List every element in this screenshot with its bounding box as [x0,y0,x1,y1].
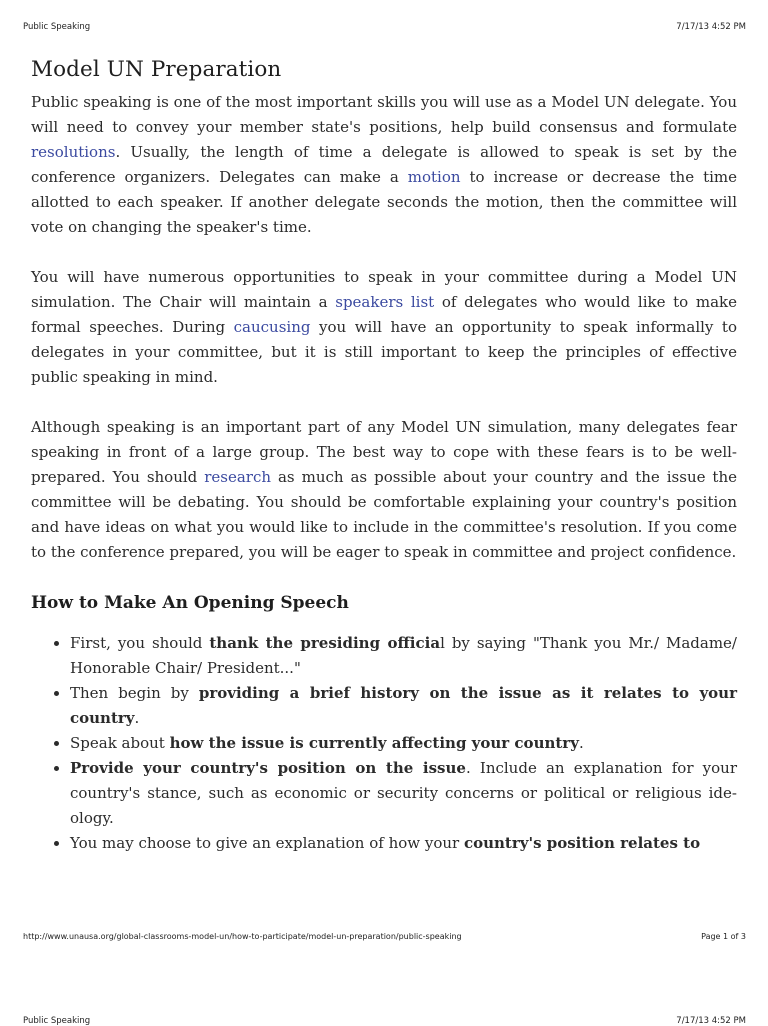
paragraph-preparation [31,415,737,565]
caucusing-link[interactable]: caucusing [233,318,311,336]
text: to increase or decrease the time allotted to each speaker. If another delegate seconds the motion, then the committee will vote on changing the speaker's time. [31,168,737,236]
text: . Usually, the length of time a delegate is allowed to speak is set by the conference organizers. Delegates can make a [31,143,737,186]
print-footer-page-number: Page 1 of 3 [701,932,746,941]
text: you will have an opportunity to speak informally to delegates in your committee, but it is still important to keep the principles of effective public speaking in mind. [31,318,737,386]
text: as much as possible about your country and the issue the committee will be debating. You should be comfortable explaining your country's position and have ideas on what you would like to include in the committee's resolution. If you come to the conference prepared, you will be eager to speak in committee and project confidence. [31,468,738,561]
next-page-header-title: Public Speaking [23,1016,91,1026]
text: of delegates who would like to make formal speeches. During [31,293,737,336]
opening-speech-list [31,631,737,856]
speakers-list-link[interactable]: speakers list [335,293,435,311]
text: You will have numerous opportunities to speak in your committee during a Model UN simulation. The Chair will maintain a [31,268,737,311]
section-heading: How to Make An Opening Speech [31,593,349,613]
article [31,57,737,856]
list-item: • First, you should thank the presiding official by saying "Thank you Mr./ Madame/ Honorable Chair/ President..." [70,631,737,681]
print-header-title: Public Speaking [23,22,91,32]
paragraph-opportunities [31,265,737,390]
list-item: • You may choose to give an explanation of how your country's position relates to [70,831,737,856]
print-header-datetime: 7/17/13 4:52 PM [676,22,746,32]
research-link[interactable]: research [204,468,272,486]
text: Although speaking is an important part of any Model UN simulation, many delegates fear speaking in front of a large group. The best way to cope with these fears is to be well-prepared. You should [31,418,737,486]
list-item: • Then begin by providing a brief history on the issue as it relates to your country. [70,681,737,731]
page-title: Model UN Preparation [31,57,282,82]
list-item: • Provide your country's position on the issue. Include an explanation for your country's stance, such as economic or security concerns or political or religious ideology. [70,756,737,831]
text: Public speaking is one of the most important skills you will use as a Model UN delegate. You will need to convey your member state's positions, help build consensus and formulate [31,93,737,136]
resolutions-link[interactable]: resolutions [31,143,116,161]
list-item: • Speak about how the issue is currently affecting your country. [70,731,737,756]
paragraph-intro [31,90,737,240]
print-footer-url: http://www.unausa.org/global-classrooms-model-un/how-to-participate/model-un-preparation/public-speaking [23,932,462,941]
motion-link[interactable]: motion [407,168,461,186]
next-page-header-datetime: 7/17/13 4:52 PM [676,1016,746,1026]
